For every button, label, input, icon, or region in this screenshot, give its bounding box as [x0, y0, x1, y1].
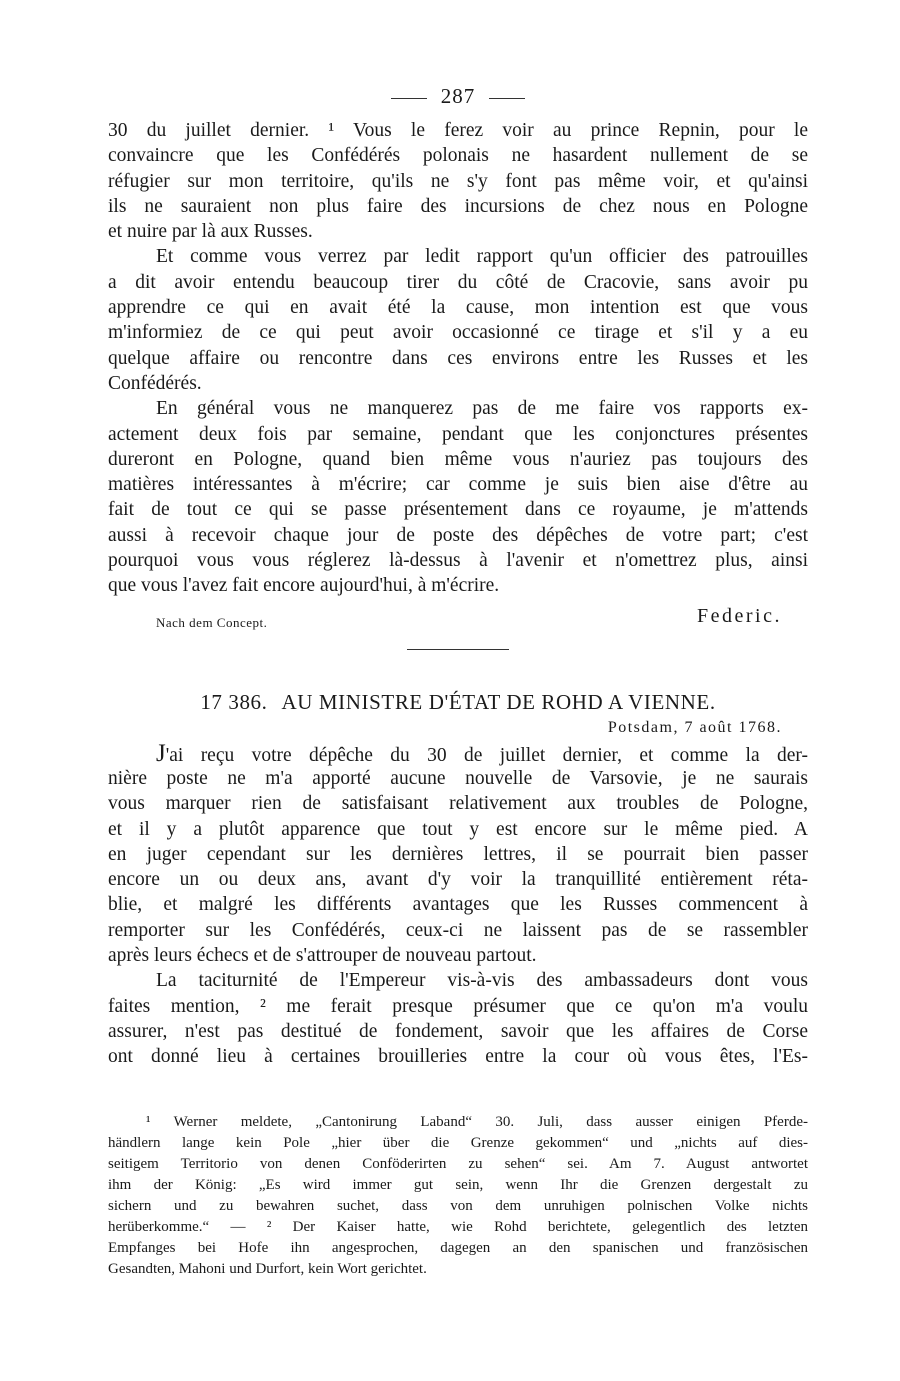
text-line: Confédérés.	[108, 372, 202, 394]
text-line: blie, et malgré les différents avantages que les Russes commencent à	[108, 894, 808, 916]
text-line: a dit avoir entendu beaucoup tirer du côté de Cracovie, sans avoir pu	[108, 271, 808, 293]
text-line: convaincre que les Confédérés polonais ne hasardent nullement de se	[108, 145, 808, 167]
text-line: et nuire par là aux Russes.	[108, 221, 313, 243]
text-line: faites mention, ² me ferait presque présumer que ce qu'on m'a voulu	[108, 995, 808, 1017]
text-line: Et comme vous verrez par ledit rapport qu'un officier des patrouilles	[156, 246, 808, 268]
text-line: et il y a plutôt apparence que tout y est encore sur le même pied. A	[108, 818, 808, 840]
footnote-line: ihm der König: „Es wird immer gut sein, wenn Ihr die Grenzen dergestalt zu	[108, 1177, 808, 1193]
footnote-line: Gesandten, Mahoni und Durfort, kein Wort gerichtet.	[108, 1261, 427, 1277]
footnote-line: herüberkomme.“ — ² Der Kaiser hatte, wie Rohd berichtete, gelegentlich des letzten	[108, 1219, 808, 1235]
source-note: Nach dem Concept.	[156, 614, 268, 630]
footnote-line: ¹ Werner meldete, „Cantonirung Laband“ 30. Juli, dass ausser einigen Pferde-	[146, 1114, 808, 1130]
text-line: encore un ou deux ans, avant d'y voir la tranquillité entièrement réta-	[108, 869, 808, 891]
letter-1-text	[108, 118, 808, 599]
letter-number: 17 386.	[200, 689, 268, 714]
letter-title: AU MINISTRE D'ÉTAT DE ROHD A VIENNE.	[281, 689, 716, 714]
first-line-text: 'ai reçu votre dépêche du 30 de juillet dernier, et comme la der-	[165, 744, 808, 766]
page-header	[108, 84, 808, 118]
footnote-line: sichern und zu bewahren suchet, dass von dem unruhigen polnischen Volke nichts	[108, 1198, 808, 1214]
footnote-line: händlern lange kein Pole „hier über die Grenze gekommen“ und „nichts auf dies-	[108, 1135, 808, 1151]
text-line: après leurs échecs et de s'attrouper de nouveau partout.	[108, 945, 537, 967]
text-line: fait de tout ce qui se passe présentement dans ce royaume, je m'attends	[108, 499, 808, 521]
section-divider	[407, 649, 509, 650]
text-line: La taciturnité de l'Empereur vis-à-vis des ambassadeurs dont vous	[156, 970, 808, 992]
text-line: que vous l'avez fait encore aujourd'hui, à m'écrire.	[108, 575, 500, 597]
text-line: dureront en Pologne, quand bien même vous n'auriez pas toujours des	[108, 448, 808, 470]
drop-cap: J	[156, 739, 166, 767]
page-body	[108, 84, 808, 1070]
text-line: matières intéressantes à m'écrire; car comme je suis bien aise d'être au	[108, 474, 808, 496]
text-line: nière poste ne m'a apporté aucune nouvelle de Varsovie, je ne saurais	[108, 767, 808, 789]
text-line: En général vous ne manquerez pas de me faire vos rapports ex-	[156, 398, 808, 420]
page-number: 287	[440, 84, 476, 108]
text-line: remporter sur les Confédérés, ceux-ci ne laissent pas de se rassembler	[108, 919, 808, 941]
text-line: apprendre ce qui en avait été la cause, mon intention est que vous	[108, 297, 808, 319]
text-line	[108, 741, 808, 766]
signature: Federic.	[697, 604, 782, 627]
text-line: ils ne sauraient non plus faire des incursions de chez nous en Pologne	[108, 195, 808, 217]
footnote-line: seitigem Territorio von denen Conföderirten zu sehen“ sei. Am 7. August antwortet	[108, 1156, 808, 1172]
dateline: Potsdam, 7 août 1768.	[607, 718, 782, 736]
header-dash-right	[489, 98, 525, 99]
text-line: vous marquer rien de satisfaisant relativement aux troubles de Pologne,	[108, 793, 808, 815]
text-line: réfugier sur mon territoire, qu'ils ne s'y font pas même voir, et qu'ainsi	[108, 170, 808, 192]
text-line: actement deux fois par semaine, pendant que les conjonctures présentes	[108, 423, 808, 445]
footnote-line: Empfanges bei Hofe ihn angesprochen, dagegen an den spanischen und französischen	[108, 1240, 808, 1256]
header-dash-left	[391, 98, 427, 99]
text-line: m'informiez de ce qui peut avoir occasionné ce tirage et s'il y a eu	[108, 322, 808, 344]
footnotes	[108, 1112, 808, 1280]
letter-1-closing	[108, 603, 808, 635]
text-line: ont donné lieu à certaines brouilleries entre la cour où vous êtes, l'Es-	[108, 1046, 808, 1068]
text-line: 30 du juillet dernier. ¹ Vous le ferez voir au prince Repnin, pour le	[108, 120, 808, 141]
text-line: aussi à recevoir chaque jour de poste des dépêches de votre part; c'est	[108, 524, 808, 546]
letter-2-heading	[108, 690, 808, 715]
text-line: quelque affaire ou rencontre dans ces environs entre les Russes et les	[108, 347, 808, 369]
text-line: pourquoi vous vous réglerez là-dessus à l'avenir et n'omettrez plus, ainsi	[108, 550, 808, 572]
text-line: en juger cependant sur les dernières lettres, il se pourrait bien passer	[108, 843, 808, 865]
letter-2-text	[108, 741, 808, 1070]
text-line: assurer, n'est pas destitué de fondement, savoir que les affaires de Corse	[108, 1020, 808, 1042]
